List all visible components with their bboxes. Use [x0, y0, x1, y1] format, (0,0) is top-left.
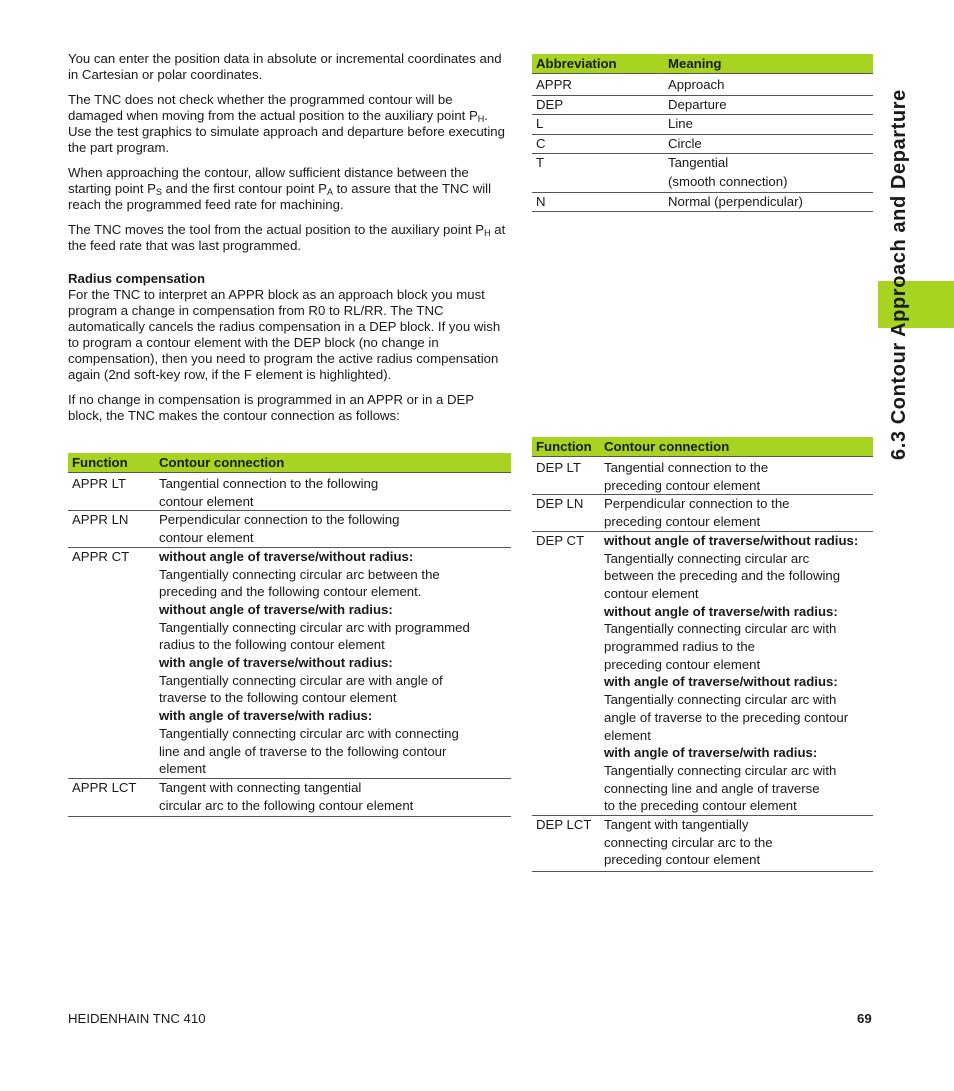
header-function: Function — [68, 453, 155, 473]
table-header — [532, 54, 873, 74]
section-title-vertical: 6.3 Contour Approach and Departure — [888, 89, 910, 460]
radius-paragraph-1: For the TNC to interpret an APPR block as an approach block you must program a change in compensation from R0 to RL/RR. The TNC automatically cancels the radius compensation in a DEP block. If you wish to program a contour element with the DEP block (no change in compensation), then you need to program the active radius compensation again (2nd soft-key row, if the F element is highlighted). — [68, 287, 501, 382]
header-contour-connection: Contour connection — [155, 453, 511, 473]
description-cell: Perpendicular connection to the preceding contour element — [600, 495, 873, 531]
table-row — [68, 511, 511, 547]
description-cell: Tangent with tangentially connecting circular arc to the preceding contour element — [600, 816, 873, 872]
function-cell: DEP CT — [532, 531, 600, 815]
table-row: L Line — [532, 115, 873, 135]
radius-compensation-heading: Radius compensation — [68, 271, 206, 286]
page-number: 69 — [857, 1011, 872, 1026]
table-row — [532, 459, 873, 495]
abbreviation-table — [532, 54, 873, 212]
header-meaning: Meaning — [664, 54, 873, 74]
footer-product-name: HEIDENHAIN TNC 410 — [68, 1011, 206, 1026]
appr-function-table — [68, 453, 511, 817]
function-cell: APPR LN — [68, 511, 155, 547]
intro-paragraph-3: When approaching the contour, allow sufficient distance between the starting point $P_S$ and the first contour point $P_A$ to assure that the TNC will reach the programmed feed rate for machining. — [68, 165, 492, 212]
left-column — [68, 51, 510, 433]
table-row — [532, 531, 873, 815]
table-row — [532, 495, 873, 531]
function-cell: APPR CT — [68, 547, 155, 778]
table-row: T Tangential (smooth connection) — [532, 154, 873, 192]
table-row: DEP Departure — [532, 95, 873, 115]
description-cell: Tangential connection to the preceding contour element — [600, 459, 873, 495]
description-cell: without angle of traverse/without radius: Tangentially connecting circular arc between the preceding and the following contour element. without angle of traverse/with radius: Tangentially connecting circular arc with programmed radius to the following contour element with angle of traverse/without radius: Tangentially connecting circular are with angle of traverse to the following contour element with angle of traverse/with radius: Tangentially connecting circular arc with connecting line and angle of traverse to the following contour element — [155, 547, 511, 778]
description-cell: Perpendicular connection to the following contour element — [155, 511, 511, 547]
intro-paragraph-2: The TNC does not check whether the programmed contour will be damaged when moving from the actual position to the auxiliary point $P_H$. Use the test graphics to simulate approach and departure before executing the part program. — [68, 92, 505, 155]
function-cell: APPR LCT — [68, 778, 155, 816]
table-row — [68, 547, 511, 778]
description-cell: Tangent with connecting tangential circular arc to the following contour element — [155, 778, 511, 816]
description-cell: Tangential connection to the following contour element — [155, 475, 511, 511]
table-row: C Circle — [532, 134, 873, 154]
function-cell: DEP LCT — [532, 816, 600, 872]
dep-function-table — [532, 437, 873, 872]
intro-paragraph-4: The TNC moves the tool from the actual position to the auxiliary point $P_H$ at the feed rate that was last programmed. — [68, 222, 506, 253]
function-cell: APPR LT — [68, 475, 155, 511]
header-abbreviation: Abbreviation — [532, 54, 664, 74]
table-header — [68, 453, 511, 473]
table-row: APPR Approach — [532, 76, 873, 95]
function-cell: DEP LN — [532, 495, 600, 531]
description-cell: without angle of traverse/without radius: Tangentially connecting circular arc between the preceding and the following contour element without angle of traverse/with radius: Tangentially connecting circular arc with programmed radius to the preceding contour element with angle of traverse/without radius: Tangentially connecting circular arc with angle of traverse to the preceding contour element with angle of traverse/with radius: Tangentially connecting circular arc with connecting line and angle of traverse to the preceding contour element — [600, 531, 873, 815]
header-function: Function — [532, 437, 600, 457]
header-contour-connection: Contour connection — [600, 437, 873, 457]
table-row: N Normal (perpendicular) — [532, 192, 873, 212]
radius-paragraph-2: If no change in compensation is programmed in an APPR or in a DEP block, the TNC makes the contour connection as follows: — [68, 392, 474, 423]
table-row — [68, 778, 511, 816]
function-cell: DEP LT — [532, 459, 600, 495]
table-row — [532, 816, 873, 872]
intro-paragraph-1: You can enter the position data in absolute or incremental coordinates and in Cartesian or polar coordinates. — [68, 51, 502, 82]
table-row — [68, 475, 511, 511]
table-header — [532, 437, 873, 457]
